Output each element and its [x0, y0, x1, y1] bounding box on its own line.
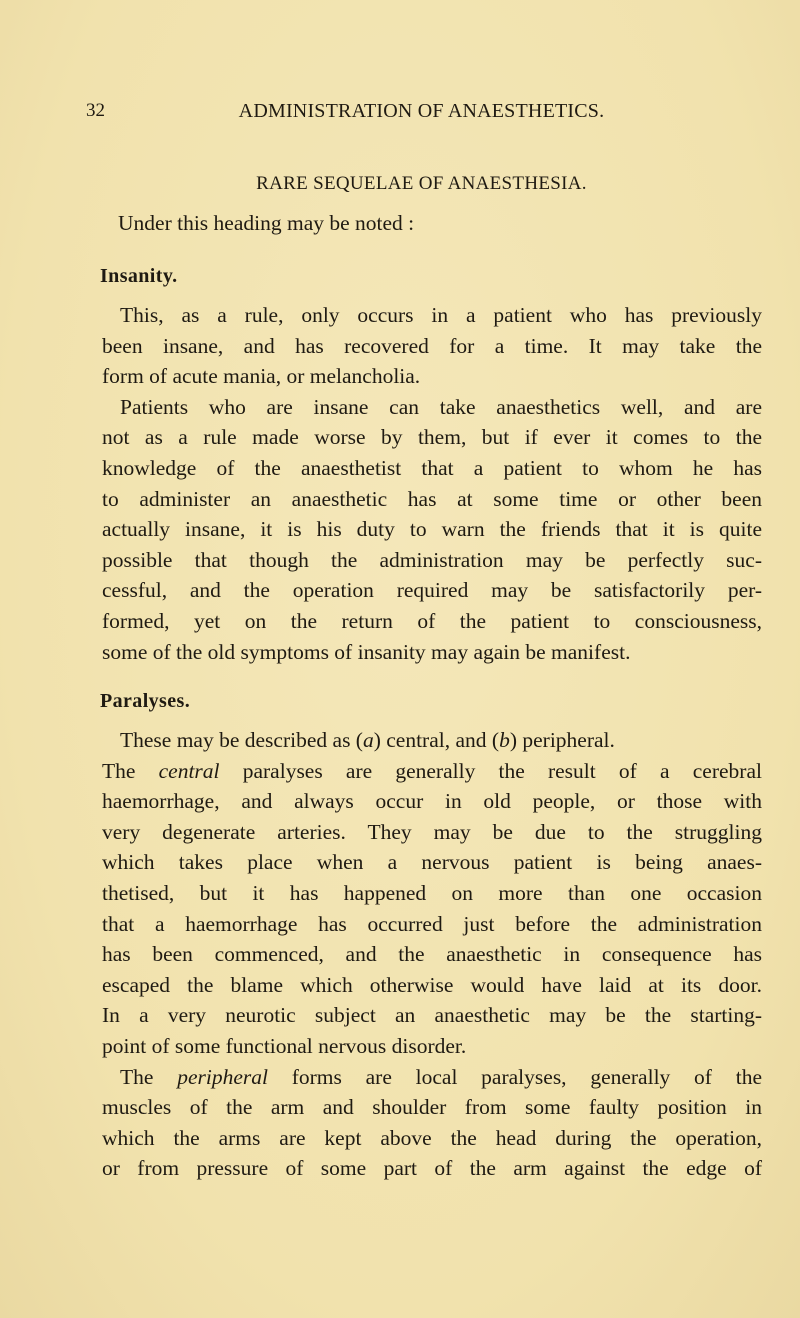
text-line [102, 1094, 762, 1120]
italic-term: peripheral [177, 1064, 268, 1089]
text-line [102, 302, 762, 328]
intro-line: Under this heading may be noted : [118, 211, 415, 235]
text-segment: escaped the blame which otherwise would have laid at its door. [102, 972, 762, 997]
text-line [102, 333, 762, 359]
text-line [102, 547, 762, 573]
text-line [102, 424, 762, 450]
text-line [102, 363, 762, 389]
text-line [102, 577, 762, 603]
section-heading: Paralyses. [100, 690, 191, 712]
text-line [102, 1033, 762, 1059]
text-segment: not as a rule made worse by them, but if ever it comes to the [102, 425, 762, 450]
text-line [102, 819, 762, 845]
section-heading: Insanity. [100, 265, 178, 287]
text-line [102, 911, 762, 937]
text-line [102, 486, 762, 512]
text-segment: some of the old symptoms of insanity may again be manifest. [102, 639, 631, 664]
text-line [102, 880, 762, 906]
text-segment: very degenerate arteries. They may be due to the struggling [102, 819, 762, 844]
text-segment: knowledge of the anaesthetist that a patient to whom he has [102, 456, 762, 480]
text-segment: thetised, but it has happened on more than one occasion [102, 881, 762, 905]
text-segment: actually insane, it is his duty to warn the friends that it is quite [102, 517, 762, 542]
text-segment: In a very neurotic subject an anaesthetic may be the starting- [102, 1003, 762, 1028]
text-segment: haemorrhage, and always occur in old people, or those with [102, 789, 762, 814]
text-segment: ) peripheral. [509, 728, 615, 752]
text-segment: Patients who are insane can take anaesthetics well, and are [120, 394, 762, 419]
section-title: RARE SEQUELAE OF ANAESTHESIA. [256, 173, 587, 194]
text-line [102, 394, 762, 420]
text-segment: been insane, and has recovered for a time. It may take the [102, 333, 762, 358]
text-segment: which takes place when a nervous patient is being anaes- [102, 850, 762, 875]
text-line [102, 516, 762, 542]
text-segment: cessful, and the operation required may be satisfactorily per- [102, 578, 762, 603]
text-segment: that a haemorrhage has occurred just before the administration [102, 911, 762, 936]
text-segment: point of some functional nervous disorder. [102, 1034, 467, 1058]
text-line [102, 1002, 762, 1028]
text-line [102, 1064, 762, 1090]
text-segment: has been commenced, and the anaesthetic in consequence has [102, 942, 762, 967]
text-line [102, 941, 762, 967]
text-line [102, 727, 762, 753]
text-line [102, 639, 762, 665]
text-segment: possible that though the administration may be perfectly suc- [102, 547, 762, 572]
text-segment: muscles of the arm and shoulder from some faulty position in [102, 1095, 762, 1120]
text-segment: to administer an anaesthetic has at some time or other been [102, 486, 762, 511]
text-line [102, 1155, 762, 1181]
text-line [102, 758, 762, 784]
text-segment: or from pressure of some part of the arm against the edge of [102, 1156, 762, 1181]
text-segment: which the arms are kept above the head during the operation, [102, 1125, 762, 1150]
italic-term: a [362, 728, 374, 752]
text-line [102, 455, 762, 481]
text-segment: forms are local paralyses, generally of the [267, 1064, 762, 1089]
text-segment: ) central, and ( [373, 728, 500, 752]
text-segment: This, as a rule, only occurs in a patient who has previously [120, 303, 762, 327]
text-line [102, 788, 762, 814]
text-line [102, 608, 762, 634]
page-number: 32 [86, 100, 105, 121]
text-line [102, 1125, 762, 1151]
text-segment: The [120, 1064, 178, 1089]
text-segment: formed, yet on the return of the patient to consciousness, [102, 609, 762, 633]
running-head: ADMINISTRATION OF ANAESTHETICS. [238, 100, 605, 122]
text-segment: form of acute mania, or melancholia. [102, 364, 421, 389]
text-line [102, 972, 762, 998]
text-segment: These may be described as ( [120, 728, 363, 752]
text-segment: The [102, 758, 159, 783]
text-line [102, 849, 762, 875]
italic-term: b [499, 728, 510, 752]
italic-term: central [158, 758, 220, 783]
text-segment: paralyses are generally the result of a cerebral [219, 758, 762, 783]
